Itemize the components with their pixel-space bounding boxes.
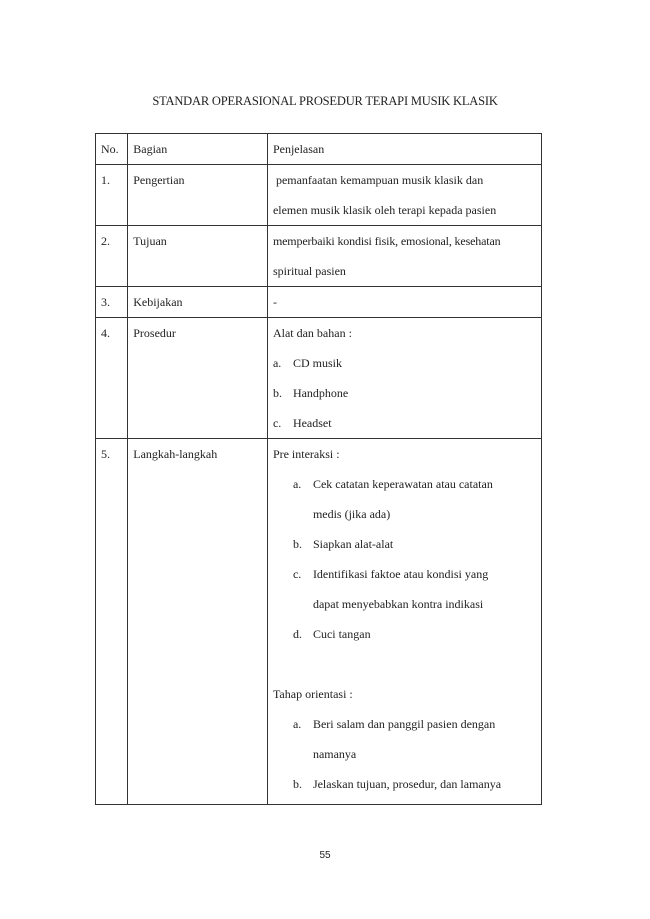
table-row-tujuan	[96, 226, 542, 287]
row-number: 1.	[96, 165, 128, 226]
header-bagian: Bagian	[128, 134, 268, 165]
list-item	[273, 408, 536, 438]
pre-interaksi-list	[273, 469, 536, 649]
list-text: dapat menyebabkan kontra indikasi	[312, 597, 484, 611]
list-item	[293, 559, 536, 619]
list-text: Siapkan alat-alat	[312, 537, 394, 551]
prosedur-intro: Alat dan bahan :	[272, 326, 352, 340]
row-number: 3.	[96, 287, 128, 318]
row-bagian: Langkah-langkah	[128, 439, 268, 805]
orientasi-title: Tahap orientasi :	[272, 687, 353, 701]
penjelasan-line: pemanfaatan kemampuan musik klasik dan	[272, 173, 484, 187]
penjelasan-line: spiritual pasien	[272, 264, 346, 278]
row-penjelasan	[267, 226, 541, 287]
penjelasan-line: elemen musik klasik oleh terapi kepada pasien	[272, 203, 497, 217]
list-item	[293, 709, 536, 769]
row-bagian: Pengertian	[128, 165, 268, 226]
list-marker: d.	[292, 627, 302, 641]
page-title: STANDAR OPERASIONAL PROSEDUR TERAPI MUSIK KLASIK	[152, 94, 498, 108]
table-row-kebijakan	[96, 287, 542, 318]
header-no: No.	[96, 134, 128, 165]
table-row-pengertian	[96, 165, 542, 226]
row-bagian: Tujuan	[128, 226, 268, 287]
page-number: 55	[319, 850, 331, 861]
orientasi-list	[273, 709, 536, 799]
list-text: medis (jika ada)	[312, 507, 391, 521]
list-marker: b.	[292, 777, 302, 791]
list-marker: b.	[292, 537, 302, 551]
list-text: Identifikasi faktoe atau kondisi yang	[312, 567, 489, 581]
list-marker: b.	[272, 386, 282, 400]
sop-table	[95, 133, 542, 805]
table-row-langkah	[96, 439, 542, 805]
list-text: Cek catatan keperawatan atau catatan	[312, 477, 493, 491]
list-marker: a.	[292, 477, 302, 491]
row-bagian: Kebijakan	[128, 287, 268, 318]
row-number: 2.	[96, 226, 128, 287]
list-text: Handphone	[292, 386, 349, 400]
list-marker: a.	[292, 717, 302, 731]
header-penjelasan: Penjelasan	[267, 134, 541, 165]
list-text: CD musik	[292, 356, 342, 370]
row-penjelasan	[267, 165, 541, 226]
row-penjelasan	[267, 439, 541, 805]
row-number: 5.	[96, 439, 128, 805]
list-marker: c.	[292, 567, 302, 581]
list-marker: c.	[272, 416, 282, 430]
list-text: Beri salam dan panggil pasien dengan	[312, 717, 496, 731]
list-item	[273, 378, 536, 408]
table-header-row	[96, 134, 542, 165]
penjelasan-line: memperbaiki kondisi fisik, emosional, kesehatan	[272, 234, 501, 248]
alat-list	[273, 348, 536, 438]
list-text: Cuci tangan	[312, 627, 371, 641]
row-number: 4.	[96, 318, 128, 439]
list-item	[293, 769, 536, 799]
list-text: Headset	[292, 416, 332, 430]
list-marker: a.	[272, 356, 282, 370]
row-bagian: Prosedur	[128, 318, 268, 439]
row-penjelasan	[267, 318, 541, 439]
list-item	[293, 619, 536, 649]
list-text: namanya	[312, 747, 357, 761]
spacer	[273, 649, 536, 679]
row-penjelasan: -	[267, 287, 541, 318]
list-item	[293, 469, 536, 529]
table-row-prosedur	[96, 318, 542, 439]
list-item	[293, 529, 536, 559]
pre-interaksi-title: Pre interaksi :	[272, 447, 340, 461]
list-text: Jelaskan tujuan, prosedur, dan lamanya	[312, 777, 502, 791]
list-item	[273, 348, 536, 378]
